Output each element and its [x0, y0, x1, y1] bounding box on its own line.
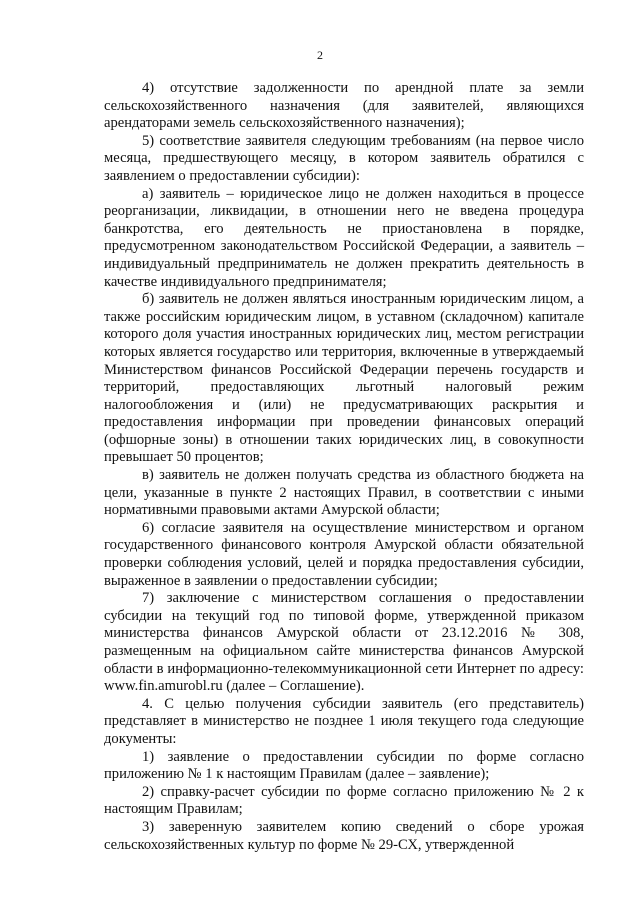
paragraph-doc-3-harvest-copy: 3) заверенную заявителем копию сведений о сборе урожая сельскохозяйственных культур по форме № 29-СХ, утвержденной	[104, 818, 584, 853]
paragraph-item-5-applicant-requirements: 5) соответствие заявителя следующим требованиям (на первое число месяца, предшествующего месяцу, в котором заявитель обратился с заявлением о предоставлении субсидии):	[104, 132, 584, 184]
paragraph-item-4-no-rent-debt: 4) отсутствие задолженности по арендной плате за земли сельскохозяйственного назначения (для заявителей, являющихся арендаторами земель сельскохозяйственного назначения);	[104, 80, 584, 132]
paragraph-doc-2-calculation: 2) справку-расчет субсидии по форме согласно приложению № 2 к настоящим Правилам;	[104, 783, 584, 818]
paragraph-doc-1-application: 1) заявление о предоставлении субсидии по форме согласно приложению № 1 к настоящим Правилам (далее – заявление);	[104, 748, 584, 783]
paragraph-subitem-b-not-foreign-entity: б) заявитель не должен являться иностранным юридическим лицом, а также российским юридическим лицом, в уставном (складочном) капитале которого доля участия иностранных юридических лиц, местом регистрации которых является государство или территория, включенные в утверждаемый Министерством финансов Российской Федерации перечень государств и территорий, предоставляющих льготный налоговый режим налогообложения и (или) не предусматривающих раскрытия и предоставления информации при проведении финансовых операций (офшорные зоны) в отношении таких юридических лиц, в совокупности превышает 50 процентов;	[104, 291, 584, 466]
paragraph-subitem-v-no-other-funds: в) заявитель не должен получать средства из областного бюджета на цели, указанные в пункте 2 настоящих Правил, в соответствии с иными нормативными правовыми актами Амурской области;	[104, 467, 584, 519]
paragraph-item-6-consent-to-audit: 6) согласие заявителя на осуществление министерством и органом государственного финансового контроля Амурской области обязательной проверки соблюдения условий, целей и порядка предоставления субсидии, выраженное в заявлении о предоставлении субсидии;	[104, 519, 584, 589]
paragraph-section-4-documents: 4. С целью получения субсидии заявитель (его представитель) представляет в министерство не позднее 1 июля текущего года следующие документы:	[104, 695, 584, 747]
document-body	[104, 80, 584, 854]
page-number: 2	[317, 48, 323, 62]
paragraph-item-7-agreement: 7) заключение с министерством соглашения о предоставлении субсидии на текущий год по типовой форме, утвержденной приказом министерства финансов Амурской области от 23.12.2016 № 308, размещенным на официальном сайте министерства финансов Амурской области в информационно-телекоммуникационной сети Интернет по адресу: www.fin.amurobl.ru (далее – Соглашение).	[104, 590, 584, 695]
paragraph-subitem-a-no-reorganization: а) заявитель – юридическое лицо не должен находиться в процессе реорганизации, ликвидации, в отношении него не введена процедура банкротства, его деятельность не приостановлена в порядке, предусмотренном законодательством Российской Федерации, а заявитель – индивидуальный предприниматель не должен прекратить деятельность в качестве индивидуального предпринимателя;	[104, 185, 584, 290]
